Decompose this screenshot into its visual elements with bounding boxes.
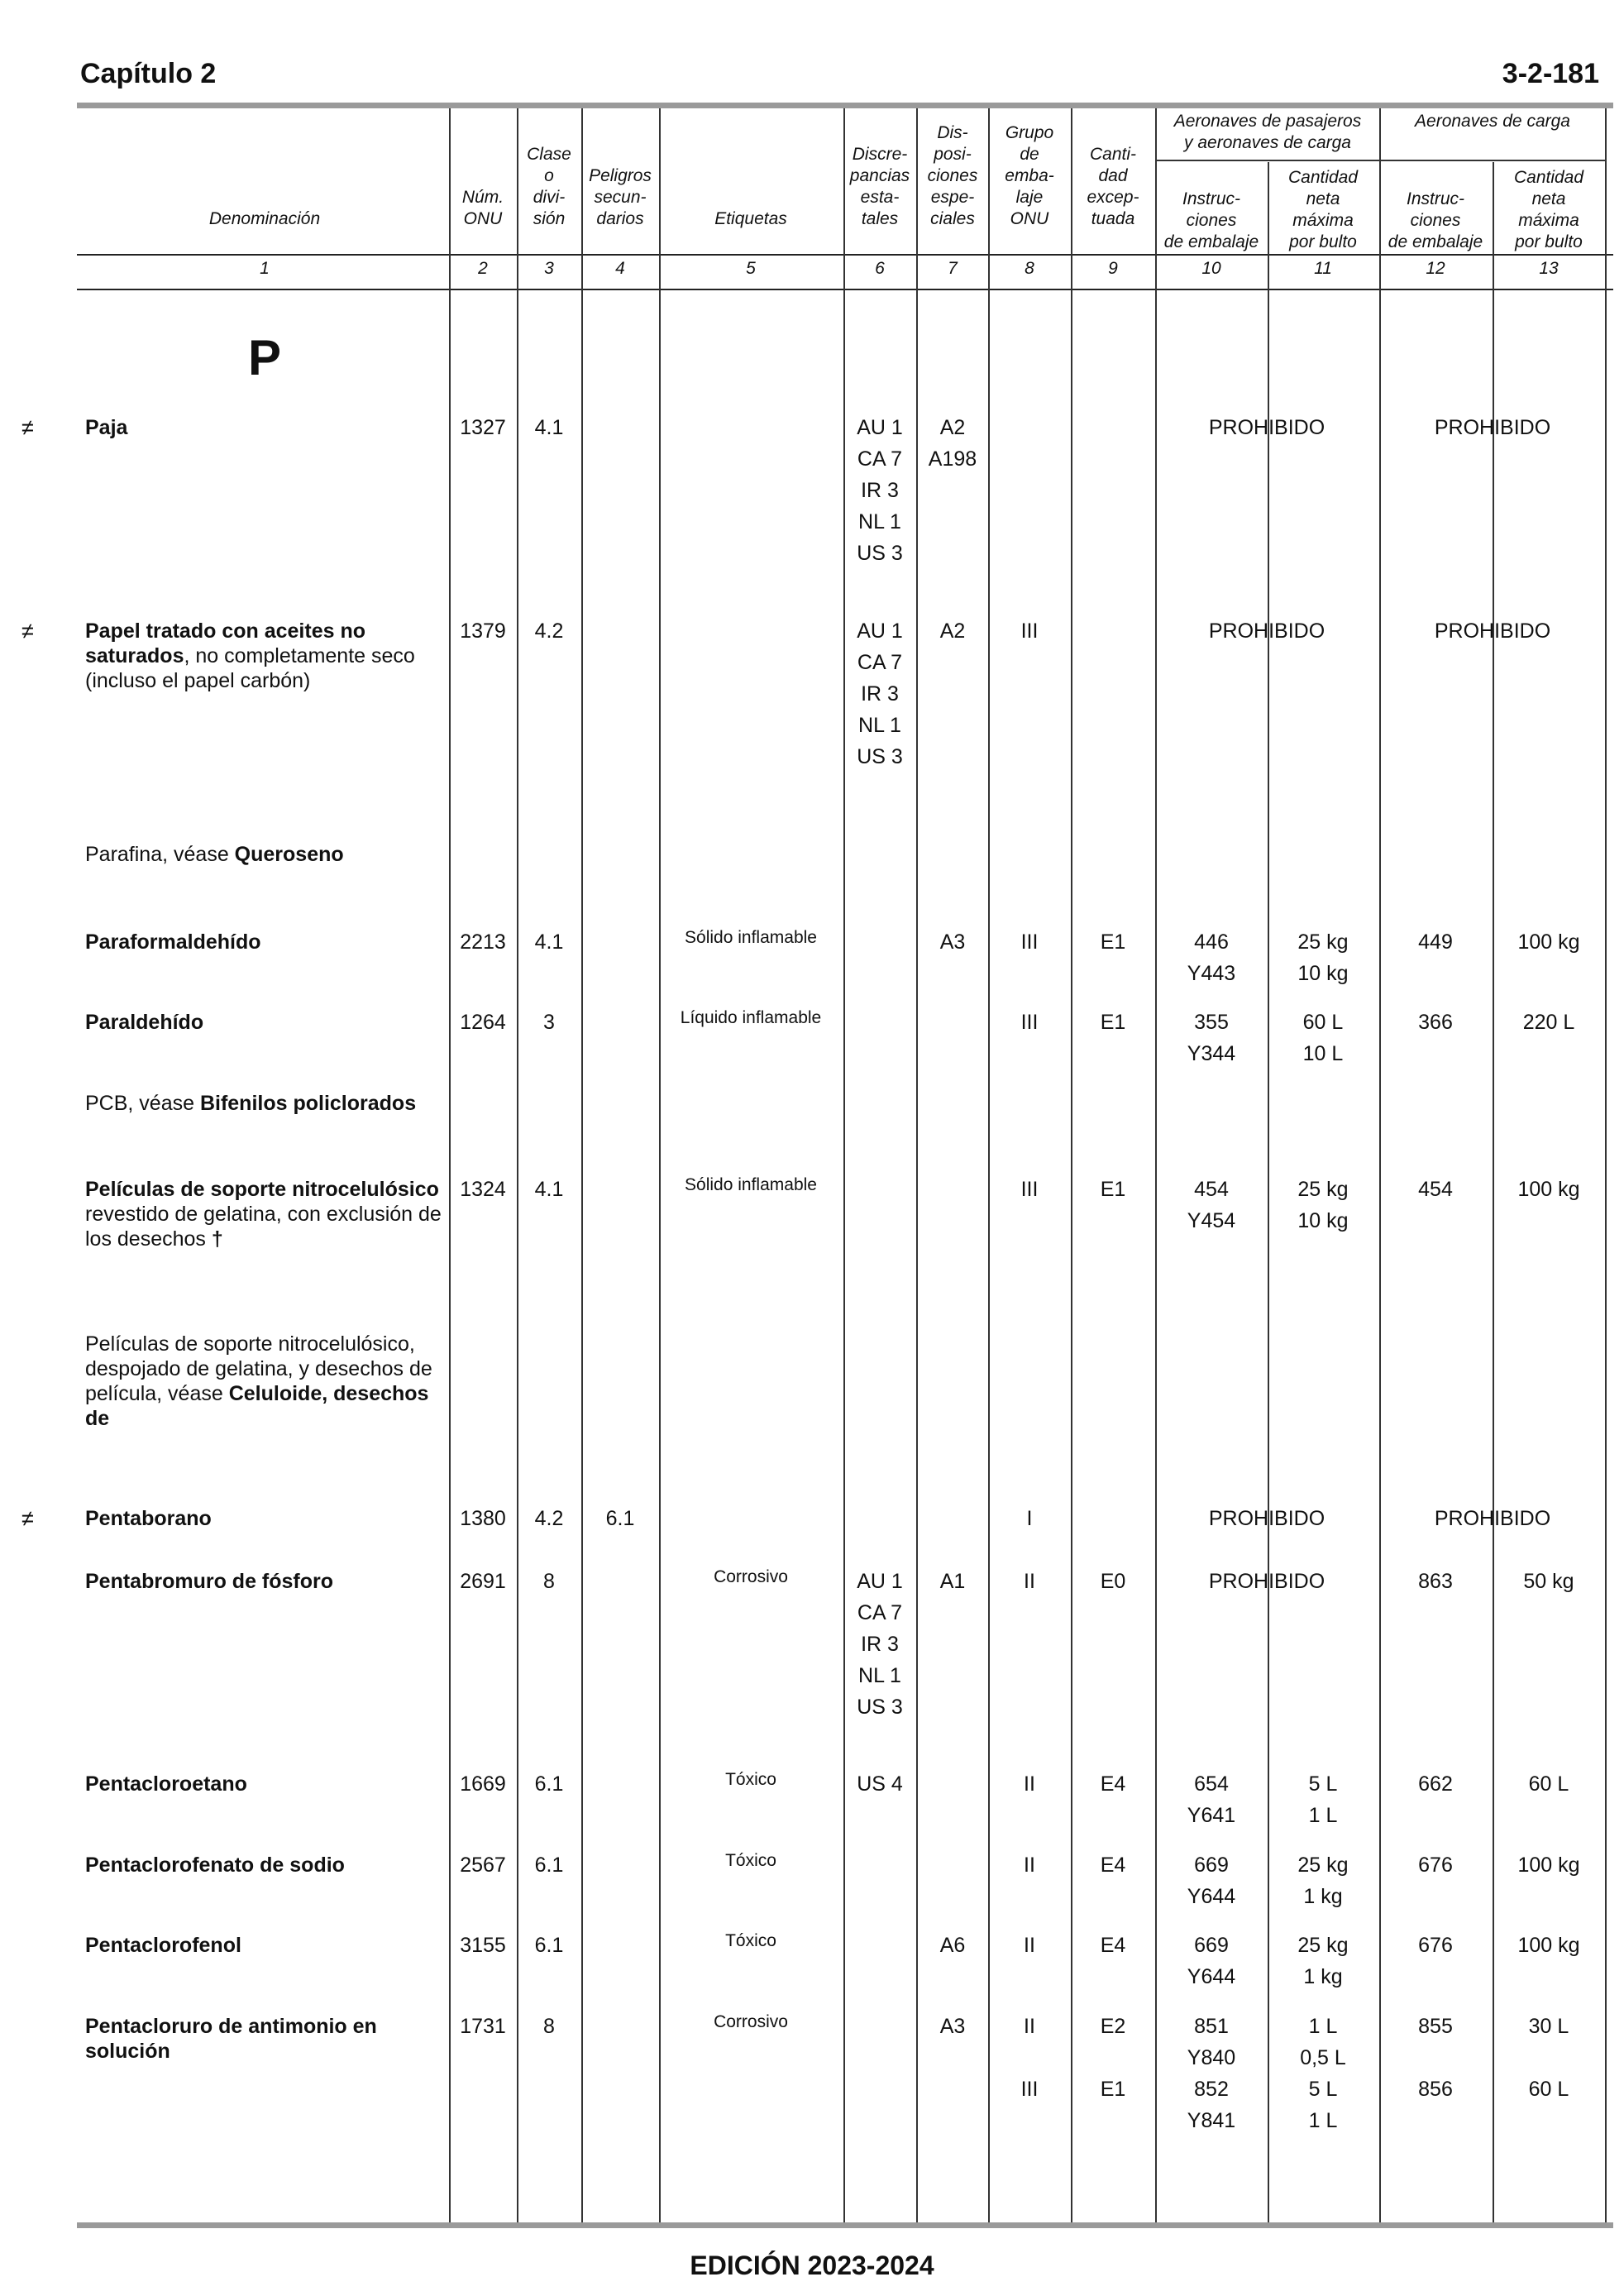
- cargo-max-quantity: 100 kg: [1517, 930, 1580, 954]
- cargo-packing-instruction: 449: [1418, 930, 1453, 954]
- substance-name: Pentacloruro de antimonio en solución: [85, 2015, 377, 2063]
- subsidiary-hazard: 6.1: [605, 1507, 635, 1530]
- cargo-packing-instruction: 662: [1418, 1772, 1453, 1796]
- chapter-title: Capítulo 2: [80, 58, 217, 89]
- un-number: 2213: [460, 930, 506, 954]
- cargo-max-quantity: 60 L: [1528, 1772, 1569, 1796]
- cargo-forbidden: PROHIBIDO: [1434, 619, 1551, 643]
- hazard-label: Sólido inflamable: [685, 928, 817, 947]
- substance-name: Papel tratado con aceites no saturados, no completamente seco (incluso el papel carbón): [85, 619, 415, 692]
- cargo-packing-instruction: 855 856: [1418, 2015, 1453, 2101]
- header-cantidad: Canti- dad excep- tuada: [1087, 145, 1139, 228]
- substance-name: Pentacloroetano: [85, 1772, 247, 1796]
- column-number: 13: [1539, 259, 1559, 278]
- cargo-packing-instruction: 454: [1418, 1178, 1453, 1201]
- group-subrule: [1379, 160, 1605, 161]
- substance-name: Películas de soporte nitrocelulósico revestido de gelatina, con exclusión de los desechos †: [85, 1178, 442, 1251]
- un-number: 1379: [460, 619, 506, 643]
- column-divider: [1493, 162, 1494, 2222]
- column-number: 5: [746, 259, 756, 278]
- cargo-max-quantity: 100 kg: [1517, 1934, 1580, 1957]
- cargo-packing-instruction: 676: [1418, 1854, 1453, 1877]
- hazard-label: Tóxico: [725, 1770, 776, 1789]
- column-divider: [1268, 162, 1269, 2222]
- class-division: 4.1: [534, 416, 564, 439]
- header-cargo-cantidad: Cantidad neta máxima por bulto: [1513, 168, 1584, 251]
- header-pax-instrucciones: Instruc- ciones de embalaje: [1163, 189, 1259, 251]
- un-number: 1324: [460, 1178, 506, 1201]
- special-provisions: A2: [939, 619, 966, 643]
- edition-footer: EDICIÓN 2023-2024: [690, 2251, 934, 2280]
- hazard-label: Tóxico: [725, 1851, 776, 1870]
- cargo-forbidden: PROHIBIDO: [1434, 1507, 1551, 1530]
- header-cargo-instrucciones: Instruc- ciones de embalaje: [1388, 189, 1483, 251]
- pax-packing-instruction: 355 Y344: [1187, 1011, 1236, 1065]
- packing-group: III: [1020, 1011, 1039, 1034]
- section-letter: P: [248, 330, 282, 385]
- group-subrule: [1155, 160, 1379, 161]
- state-variations: AU 1 CA 7 IR 3 NL 1 US 3: [857, 416, 903, 565]
- cargo-forbidden: PROHIBIDO: [1434, 416, 1551, 439]
- column-divider: [659, 108, 661, 2222]
- top-rule: [77, 103, 1613, 108]
- un-number: 1731: [460, 2015, 506, 2038]
- excepted-quantity: E4: [1100, 1854, 1126, 1877]
- substance-name: Paraldehído: [85, 1011, 204, 1034]
- hazard-label: Corrosivo: [714, 2012, 788, 2031]
- un-number: 2691: [460, 1570, 506, 1593]
- column-divider: [1605, 108, 1607, 2222]
- class-division: 3: [543, 1011, 555, 1034]
- column-number: 4: [615, 259, 625, 278]
- excepted-quantity: E4: [1100, 1934, 1126, 1957]
- class-division: 6.1: [534, 1934, 564, 1957]
- packing-group: II: [1024, 1772, 1035, 1796]
- cargo-max-quantity: 30 L 60 L: [1528, 2015, 1569, 2101]
- pax-max-quantity: 25 kg 1 kg: [1297, 1854, 1349, 1908]
- column-number: 11: [1314, 259, 1332, 278]
- cargo-max-quantity: 100 kg: [1517, 1854, 1580, 1877]
- pax-packing-instruction: 851 Y840 852 Y841: [1187, 2015, 1236, 2132]
- pax-forbidden: PROHIBIDO: [1208, 1570, 1325, 1593]
- substance-name: Pentabromuro de fósforo: [85, 1570, 334, 1593]
- substance-name: Pentaclorofenato de sodio: [85, 1854, 345, 1877]
- un-number: 1380: [460, 1507, 506, 1530]
- header-peligros: Peligros secun- darios: [589, 166, 652, 228]
- pax-packing-instruction: 654 Y641: [1187, 1772, 1236, 1827]
- class-division: 8: [543, 1570, 555, 1593]
- packing-group: III: [1020, 930, 1039, 954]
- header-pasajeros-group: Aeronaves de pasajeros y aeronaves de carga: [1173, 112, 1362, 152]
- un-number: 1264: [460, 1011, 506, 1034]
- row-stub: [449, 1091, 451, 1144]
- header-denominacion: Denominación: [208, 209, 321, 228]
- excepted-quantity: E0: [1100, 1570, 1126, 1593]
- header-disposiciones: Dis- posi- ciones espe- ciales: [927, 123, 978, 228]
- column-divider: [1071, 108, 1072, 2222]
- column-number: 12: [1426, 259, 1445, 278]
- class-division: 8: [543, 2015, 555, 2038]
- column-divider: [1379, 108, 1381, 2222]
- state-variations: US 4: [857, 1772, 903, 1796]
- hazard-label: Corrosivo: [714, 1567, 788, 1586]
- substance-name: Pentaclorofenol: [85, 1934, 241, 1957]
- un-number: 3155: [460, 1934, 506, 1957]
- state-variations: AU 1 CA 7 IR 3 NL 1 US 3: [857, 619, 903, 768]
- packing-group: II: [1024, 1570, 1035, 1593]
- class-division: 6.1: [534, 1854, 564, 1877]
- special-provisions: A6: [939, 1934, 966, 1957]
- un-number: 1669: [460, 1772, 506, 1796]
- pax-forbidden: PROHIBIDO: [1208, 619, 1325, 643]
- packing-group: III: [1020, 1178, 1039, 1201]
- cargo-packing-instruction: 863: [1418, 1570, 1453, 1593]
- column-number: 6: [875, 259, 885, 278]
- header-etiquetas: Etiquetas: [714, 209, 787, 228]
- header-discrepancias: Discre- pancias esta- tales: [849, 145, 910, 228]
- page-number: 3-2-181: [1502, 58, 1599, 89]
- pax-max-quantity: 60 L 10 L: [1302, 1011, 1344, 1065]
- cargo-max-quantity: 50 kg: [1523, 1570, 1574, 1593]
- row-stub: [449, 842, 451, 895]
- excepted-quantity: E2 E1: [1100, 2015, 1126, 2101]
- packing-group: III: [1020, 619, 1039, 643]
- pax-forbidden: PROHIBIDO: [1208, 1507, 1325, 1530]
- excepted-quantity: E1: [1100, 930, 1126, 954]
- header-rule: [77, 254, 1613, 256]
- column-number: 8: [1025, 259, 1034, 278]
- substance-name: Pentaborano: [85, 1507, 212, 1530]
- column-divider: [1155, 108, 1157, 2222]
- column-number: 7: [948, 259, 958, 278]
- excepted-quantity: E4: [1100, 1772, 1126, 1796]
- change-mark: ≠: [21, 415, 34, 440]
- header-carga-group: Aeronaves de carga: [1415, 112, 1570, 131]
- class-division: 4.1: [534, 1178, 564, 1201]
- bottom-rule: [77, 2222, 1613, 2228]
- class-division: 4.2: [534, 1507, 564, 1530]
- pax-max-quantity: 5 L 1 L: [1308, 1772, 1338, 1827]
- pax-packing-instruction: 454 Y454: [1187, 1178, 1236, 1232]
- substance-name: Paraformaldehído: [85, 930, 261, 954]
- cargo-packing-instruction: 676: [1418, 1934, 1453, 1957]
- column-number: 10: [1201, 259, 1221, 278]
- pax-forbidden: PROHIBIDO: [1208, 416, 1325, 439]
- colnum-rule: [77, 289, 1613, 290]
- packing-group: II: [1024, 1854, 1035, 1877]
- header-num-onu: Núm. ONU: [461, 188, 504, 228]
- un-number: 2567: [460, 1854, 506, 1877]
- pax-max-quantity: 25 kg 1 kg: [1297, 1934, 1349, 1988]
- excepted-quantity: E1: [1100, 1178, 1126, 1201]
- special-provisions: A2 A198: [928, 416, 977, 471]
- row-stub: [449, 1332, 451, 1385]
- column-number: 9: [1108, 259, 1118, 278]
- pax-packing-instruction: 669 Y644: [1187, 1854, 1236, 1908]
- cargo-max-quantity: 220 L: [1522, 1011, 1575, 1034]
- header-clase: Clase o divi- sión: [527, 145, 571, 228]
- page-header: [80, 56, 1599, 99]
- column-number: 2: [478, 259, 488, 278]
- header-pax-cantidad: Cantidad neta máxima por bulto: [1287, 168, 1359, 251]
- packing-group: I: [1026, 1507, 1033, 1530]
- change-mark: ≠: [21, 619, 34, 643]
- substance-name: Películas de soporte nitrocelulósico, despojado de gelatina, y desechos de película, véase Celuloide, desechos de: [85, 1332, 432, 1430]
- column-number: 1: [260, 259, 270, 278]
- header-grupo: Grupo de emba- laje ONU: [1005, 123, 1054, 228]
- hazard-label: Líquido inflamable: [680, 1008, 822, 1027]
- column-number: 3: [544, 259, 554, 278]
- pax-max-quantity: 1 L 0,5 L 5 L 1 L: [1300, 2015, 1346, 2132]
- pax-max-quantity: 25 kg 10 kg: [1297, 1178, 1349, 1232]
- pax-packing-instruction: 446 Y443: [1187, 930, 1236, 985]
- class-division: 6.1: [534, 1772, 564, 1796]
- substance-name: PCB, véase Bifenilos policlorados: [85, 1092, 417, 1115]
- class-division: 4.1: [534, 930, 564, 954]
- state-variations: AU 1 CA 7 IR 3 NL 1 US 3: [857, 1570, 903, 1719]
- excepted-quantity: E1: [1100, 1011, 1126, 1034]
- packing-group: II III: [1020, 2015, 1039, 2101]
- change-mark: ≠: [21, 1506, 34, 1531]
- pax-max-quantity: 25 kg 10 kg: [1297, 930, 1349, 985]
- special-provisions: A3: [939, 930, 966, 954]
- packing-group: II: [1024, 1934, 1035, 1957]
- cargo-packing-instruction: 366: [1418, 1011, 1453, 1034]
- special-provisions: A3: [939, 2015, 966, 2038]
- substance-name: Paja: [85, 416, 128, 439]
- substance-name: Parafina, véase Queroseno: [85, 843, 344, 866]
- hazard-label: Sólido inflamable: [685, 1175, 817, 1194]
- special-provisions: A1: [939, 1570, 966, 1593]
- class-division: 4.2: [534, 619, 564, 643]
- un-number: 1327: [460, 416, 506, 439]
- hazard-label: Tóxico: [725, 1931, 776, 1950]
- pax-packing-instruction: 669 Y644: [1187, 1934, 1236, 1988]
- cargo-max-quantity: 100 kg: [1517, 1178, 1580, 1201]
